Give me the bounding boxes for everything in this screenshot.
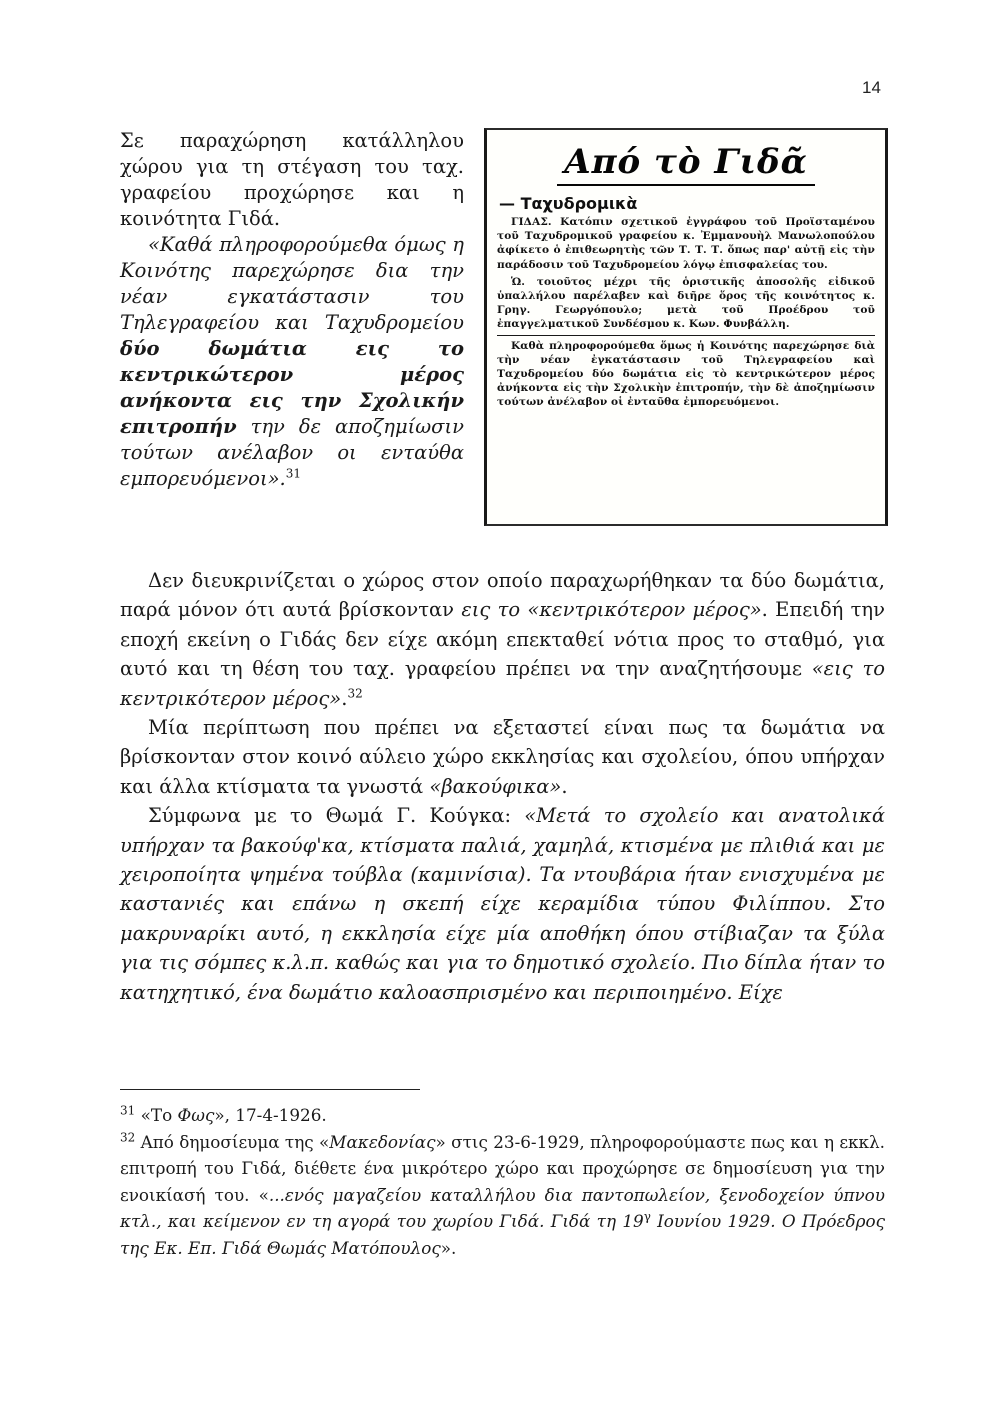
- clipping-text: [497, 215, 875, 410]
- newspaper-clipping: [484, 128, 888, 526]
- clipping-masthead: Από τὸ Γιδᾶ: [557, 140, 815, 186]
- page-number: 14: [862, 78, 881, 97]
- paragraph: Μία περίπτωση που πρέπει να εξεταστεί είναι πως τα δωμάτια να βρίσκονταν στον κοινό αύλειο χώρο εκκλησίας και σχολείου, όπου υπήρχαν και άλλα κτίσματα τα γνωστά «βακούφικα».: [120, 716, 885, 798]
- paragraph: Σύμφωνα με το Θωμά Γ. Κούγκα: «Μετά το σχολείο και ανατολικά υπήρχαν τα βακούφ'κα, κτίσματα παλιά, χαμηλά, κτισμένα με πλιθιά και με χειροποίητα ψημένα τούβλα (καμινίσια). Τα ντουβάρια ήταν ενισχυμένα με καστανιές και επάνω η σκεπή είχε κεραμίδια τύπου Φιλίππου. Στο μακρυναρίκι αυτό, η εκκλησία είχε μία αποθήκη όπου στίβιαζαν τα ξύλα για τις σόμπες κ.λ.π. καθώς και για το δημοτικό σχολείο. Πιο δίπλα ήταν το κατηχητικό, ένα δωμάτιο καλοασπρισμένο και περιποιημένο. Είχε: [120, 804, 885, 1004]
- clipping-paragraph: Καθὰ πληροφορούμεθα ὅμως ἡ Κοινότης παρεχώρησε διὰ τὴν νέαν ἐγκατάστασιν τοῦ Τηλεγραφείου καὶ Ταχυδρομείου δύο δωμάτια εἰς τὸ κεντρικώτερον μέρος ἀνήκοντα εἰς τὴν Σχολικὴν ἐπιτροπήν, τὴν δὲ ἀποζημίωσιν τούτων ἀνέλαβον οἱ ἐνταῦθα ἐμπορευόμενοι.: [497, 335, 875, 410]
- footnote-divider: [120, 1089, 420, 1090]
- clipping-paragraph: Ὡ. τοιοῦτος μέχρι τῆς ὁριστικῆς ἀποσολῆς εἰδικοῦ ὑπαλλήλου παρέλαβεν καὶ διῆρε ὅρος τῆς κοινότητος κ. Γρηγ. Γεωργόπουλο; μετὰ τοῦ Προέδρου τοῦ ἐπαγγελματικοῦ Συνδέσμου κ. Κων. Φυνβάλλη.: [497, 275, 875, 331]
- main-text: [120, 566, 885, 1007]
- left-column-text: [120, 128, 464, 492]
- paragraph: Σε παραχώρηση κατάλληλου χώρου για τη στέγαση του ταχ. γραφείου προχώρησε και η κοινότητα Γιδά.: [120, 129, 464, 230]
- footnote-31: $^{31}$ «Το Φως», 17-4-1926.: [120, 1103, 327, 1125]
- clipping-subheading: — Ταχυδρομικὰ: [499, 194, 638, 213]
- bold-quote: δύο δωμάτια εις το κεντρικώτερον μέρος ανήκοντα εις την Σχολικήν επιτροπήν: [120, 337, 464, 438]
- footnote-ref: 31: [285, 466, 302, 481]
- footnote-32: $^{32}$ Από δημοσίευμα της «Μακεδονίας» στις 23-6-1929, πληροφορούμαστε πως και η εκκλ. επιτροπή του Γιδά, διέθετε ένα μικρότερο χώρο και προχώρησε σε δημοσίευση για την ενοικίασή του. «...ενός μαγαζείου καταλλήλου δια παντοπωλείον, ξενοδοχείον ύπνου κτλ., και κείμενον εν τη αγορά του χωρίου Γιδά. Γιδά τη $19^\gamma$ Ιουνίου 1929. Ο Πρόεδρος της Εκ. Επ. Γιδά Θωμάς Ματόπουλος».: [120, 1129, 886, 1258]
- footnotes: [120, 1102, 885, 1261]
- paragraph: Δεν διευκρινίζεται ο χώρος στον οποίο παραχωρήθηκαν τα δύο δωμάτια, παρά μόνον ότι αυτά βρίσκονταν εις το «κεντρικότερον μέρος». Επειδή την εποχή εκείνη ο Γιδάς δεν είχε ακόμη επεκταθεί νότια προς το σταθμό, για αυτό και τη θέση του ταχ. γραφείου πρέπει να την αναζητήσουμε «εις το κεντρικότερον μέρος».$^{32}$: [120, 569, 885, 710]
- footnote-ref: 32: [347, 686, 363, 701]
- clipping-paragraph: ΓΙΔΑΣ. Κατόπιν σχετικοῦ ἐγγράφου τοῦ Προϊσταμένου τοῦ Ταχυδρομικοῦ γραφείου κ. Ἐμμανουὴλ Μανωλοπούλου ἀφίκετο ὁ ἐπιθεωρητὴς τῶν Τ. Τ. Τ. ὅπως παρ' αὐτῇ εἰς τὴν παράδοσιν τοῦ Ταχυδρομείου λόγῳ ἐπισφαλείας του.: [497, 216, 875, 271]
- quote-paragraph: «Καθά πληροφορούμεθα όμως η Κοινότης παρεχώρησε δια την νέαν εγκατάστασιν του Τηλεγραφείου και Ταχυδρομείου δύο δωμάτια εις το κεντρικώτερον μέρος ανήκοντα εις την Σχολικήν επιτροπήν την δε αποζημίωσιν τούτων ανέλαβον οι ενταύθα εμπορευόμενοι».$^{31}$: [120, 233, 464, 490]
